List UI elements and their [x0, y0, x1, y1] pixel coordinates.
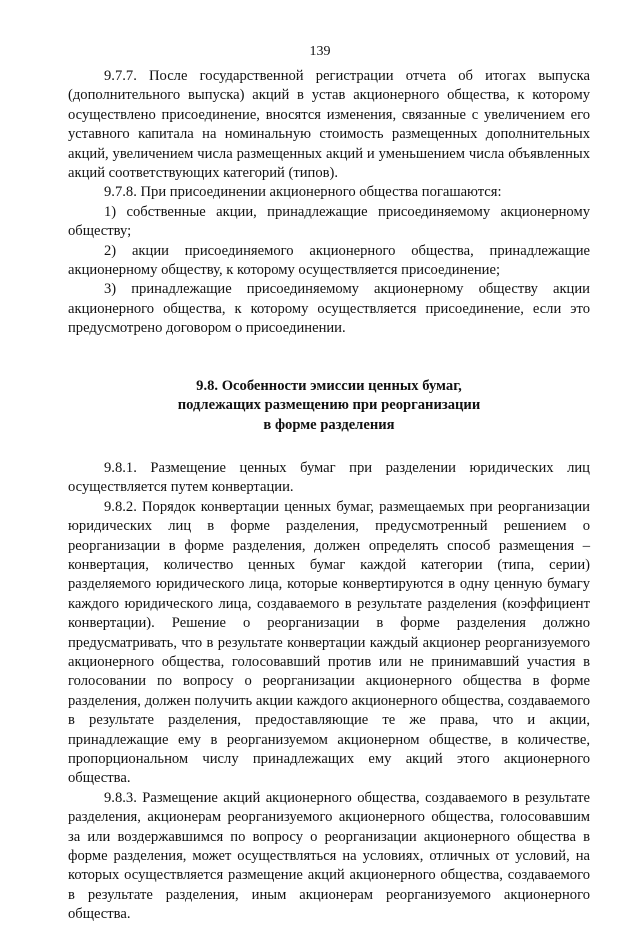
paragraph-9-7-7: 9.7.7. После государственной регистрации отчета об итогах выпуска (дополнительного выпуска) акций в устав акционерного общества, к которому осуществлено присоединение, вносятся изменения, связанные с увеличением его уставного капитала на номинальную стоимость размещенных дополнительных акций, увеличением числа размещенных акций и уменьшением числа объявленных акций соответствующих категорий (типов).: [68, 68, 590, 182]
document-body: [68, 67, 590, 925]
paragraph-9-8-3: 9.8.3. Размещение акций акционерного общества, создаваемого в результате разделения, акционерам реорганизуемого акционерного общества, голосовавшим за или воздержавшимся по вопросу о реорганизации акционерного общества в форме разделения, может осуществляться на условиях, отличных от условий, на которых осуществляется размещение акций акционерного общества, создаваемого в результате разделения, иным акционерам реорганизуемого акционерного общества.: [68, 789, 590, 923]
section-heading-9-8: [68, 377, 590, 435]
page-number: 139: [309, 44, 331, 59]
list-item-3: 3) принадлежащие присоединяемому акционерному обществу акции акционерного общества, к которому осуществляется присоединение, если это предусмотрено договором о присоединении.: [68, 281, 590, 337]
heading-line-2: подлежащих размещению при реорганизации: [177, 397, 481, 414]
list-item-1: 1) собственные акции, принадлежащие присоединяемому акционерному обществу;: [68, 203, 590, 240]
heading-line-1: 9.8. Особенности эмиссии ценных бумаг,: [196, 377, 462, 394]
heading-line-3: в форме разделения: [263, 416, 395, 433]
list-item-2: 2) акции присоединяемого акционерного общества, принадлежащие акционерному обществу, к которому осуществляется присоединение;: [68, 242, 590, 279]
paragraph-9-7-8: 9.7.8. При присоединении акционерного общества погашаются:: [104, 184, 502, 201]
paragraph-9-8-2: 9.8.2. Порядок конвертации ценных бумаг, размещаемых при реорганизации юридических лиц в форме разделения, предусмотренный решением о реорганизации в форме разделения, должен определять способ размещения – конвертация, количество ценных бумаг каждой категории (типа, серии) разделяемого юридического лица, которые конвертируются в одну ценную бумагу каждого юридического лица, создаваемого в результате разделения (коэффициент конвертации). Решение о реорганизации в форме разделения должно предусматривать, что в результате конвертации каждый акционер реорганизуемого акционерного общества, голосовавший против или не принимавший участия в голосовании по вопросу о реорганизации акционерного общества в форме разделения, должен получить акции каждого акционерного общества, создаваемого в результате разделения, предоставляющие те же права, что и акции, принадлежащие ему в реорганизуемом акционерном обществе, в количестве, пропорциональном числу принадлежащих ему акций этого акционерного общества.: [68, 498, 590, 787]
paragraph-9-8-1: 9.8.1. Размещение ценных бумаг при разделении юридических лиц осуществляется путем конвертации.: [68, 459, 590, 496]
